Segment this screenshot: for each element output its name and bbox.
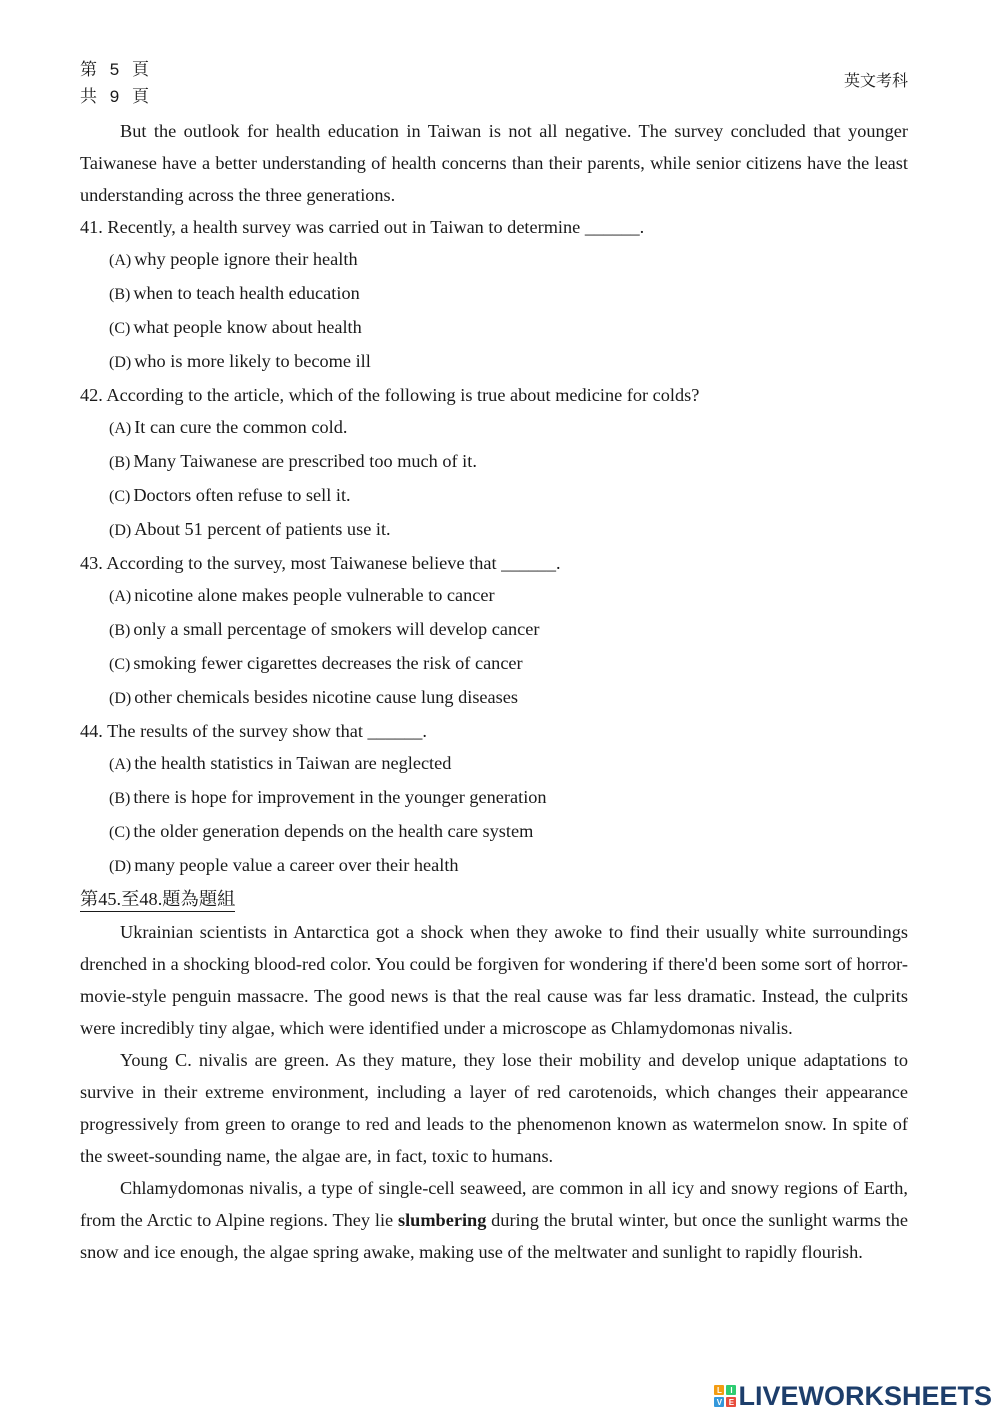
subject-label: 英文考科 bbox=[843, 73, 908, 90]
answer-option bbox=[80, 613, 908, 647]
option-text: why people ignore their health bbox=[134, 249, 358, 269]
option-label: (C) bbox=[109, 488, 131, 505]
answer-option bbox=[80, 849, 908, 883]
option-label: (C) bbox=[109, 824, 131, 841]
answer-option bbox=[80, 479, 908, 513]
option-label: (C) bbox=[109, 656, 131, 673]
option-label: (A) bbox=[109, 588, 132, 605]
answer-option bbox=[80, 411, 908, 445]
option-label: (B) bbox=[109, 622, 131, 639]
answer-option bbox=[80, 647, 908, 681]
current-page: 第 5 頁 bbox=[80, 60, 150, 79]
option-label: (A) bbox=[109, 420, 132, 437]
option-label: (D) bbox=[109, 858, 132, 875]
option-text: there is hope for improvement in the younger generation bbox=[133, 787, 547, 807]
option-label: (A) bbox=[109, 756, 132, 773]
option-text: About 51 percent of patients use it. bbox=[134, 519, 391, 539]
answer-option bbox=[80, 345, 908, 379]
option-label: (D) bbox=[109, 354, 132, 371]
answer-option bbox=[80, 579, 908, 613]
option-label: (B) bbox=[109, 286, 131, 303]
option-label: (A) bbox=[109, 252, 132, 269]
passage2-paragraph-3: Chlamydomonas nivalis, a type of single-cell seaweed, are common in all icy and snowy regions of Earth, from the Arctic to Alpine regions. They lie slumbering during the brutal winter, but once the sunlight warms the snow and ice enough, the algae spring awake, making use of the meltwater and sunlight to rapidly flourish. bbox=[80, 1178, 908, 1262]
option-label: (D) bbox=[109, 522, 132, 539]
answer-option bbox=[80, 445, 908, 479]
question-group-title: 第45.至48.題為題組 bbox=[80, 887, 235, 912]
exam-content bbox=[80, 115, 908, 1268]
passage-closing-paragraph: But the outlook for health education in Taiwan is not all negative. The survey concluded that younger Taiwanese have a better understanding of health concerns than their parents, while senior citizens have the least understanding across the three generations. bbox=[80, 121, 908, 205]
option-label: (B) bbox=[109, 454, 131, 471]
option-label: (B) bbox=[109, 790, 131, 807]
option-text: many people value a career over their health bbox=[134, 855, 459, 875]
bold-keyword: slumbering bbox=[397, 1210, 487, 1230]
option-text: only a small percentage of smokers will develop cancer bbox=[133, 619, 540, 639]
question-stem: 41. Recently, a health survey was carried out in Taiwan to determine ______. bbox=[80, 217, 645, 237]
option-text: nicotine alone makes people vulnerable to cancer bbox=[134, 585, 495, 605]
option-label: (D) bbox=[109, 690, 132, 707]
option-text: Many Taiwanese are prescribed too much of it. bbox=[133, 451, 477, 471]
option-text: who is more likely to become ill bbox=[134, 351, 371, 371]
question-stem: 42. According to the article, which of the following is true about medicine for colds? bbox=[80, 385, 700, 405]
liveworksheets-logo: L I V E LIVEWORKSHEETS bbox=[714, 1381, 992, 1411]
option-label: (C) bbox=[109, 320, 131, 337]
question-stem: 44. The results of the survey show that ______. bbox=[80, 721, 427, 741]
total-pages: 共 9 頁 bbox=[80, 87, 150, 106]
answer-option bbox=[80, 815, 908, 849]
option-text: Doctors often refuse to sell it. bbox=[133, 485, 351, 505]
option-text: other chemicals besides nicotine cause lung diseases bbox=[134, 687, 519, 707]
answer-option bbox=[80, 277, 908, 311]
page-number-block bbox=[80, 56, 150, 110]
option-text: the older generation depends on the health care system bbox=[133, 821, 534, 841]
answer-option bbox=[80, 781, 908, 815]
answer-option bbox=[80, 681, 908, 715]
option-text: smoking fewer cigarettes decreases the risk of cancer bbox=[133, 653, 523, 673]
answer-option bbox=[80, 311, 908, 345]
passage2-paragraph-1: Ukrainian scientists in Antarctica got a shock when they awoke to find their usually white surroundings drenched in a shocking blood-red color. You could be forgiven for wondering if there'd been some sort of horror-movie-style penguin massacre. The good news is that the real cause was far less dramatic. Instead, the culprits were incredibly tiny algae, which were identified under a microscope as Chlamydomonas nivalis. bbox=[80, 922, 908, 1038]
option-text: what people know about health bbox=[133, 317, 362, 337]
question-stem: 43. According to the survey, most Taiwanese believe that ______. bbox=[80, 553, 561, 573]
option-text: It can cure the common cold. bbox=[134, 417, 348, 437]
question-list bbox=[80, 211, 908, 883]
logo-icon: L I V E bbox=[714, 1385, 736, 1407]
answer-option bbox=[80, 513, 908, 547]
answer-option bbox=[80, 243, 908, 277]
option-text: the health statistics in Taiwan are neglected bbox=[134, 753, 452, 773]
option-text: when to teach health education bbox=[133, 283, 360, 303]
answer-option bbox=[80, 747, 908, 781]
passage2-paragraph-2: Young C. nivalis are green. As they mature, they lose their mobility and develop unique adaptations to survive in their extreme environment, including a layer of red carotenoids, which changes their appearance progressively from green to orange to red and leads to the phenomenon known as watermelon snow. In spite of the sweet-sounding name, the algae are, in fact, toxic to humans. bbox=[80, 1050, 908, 1166]
